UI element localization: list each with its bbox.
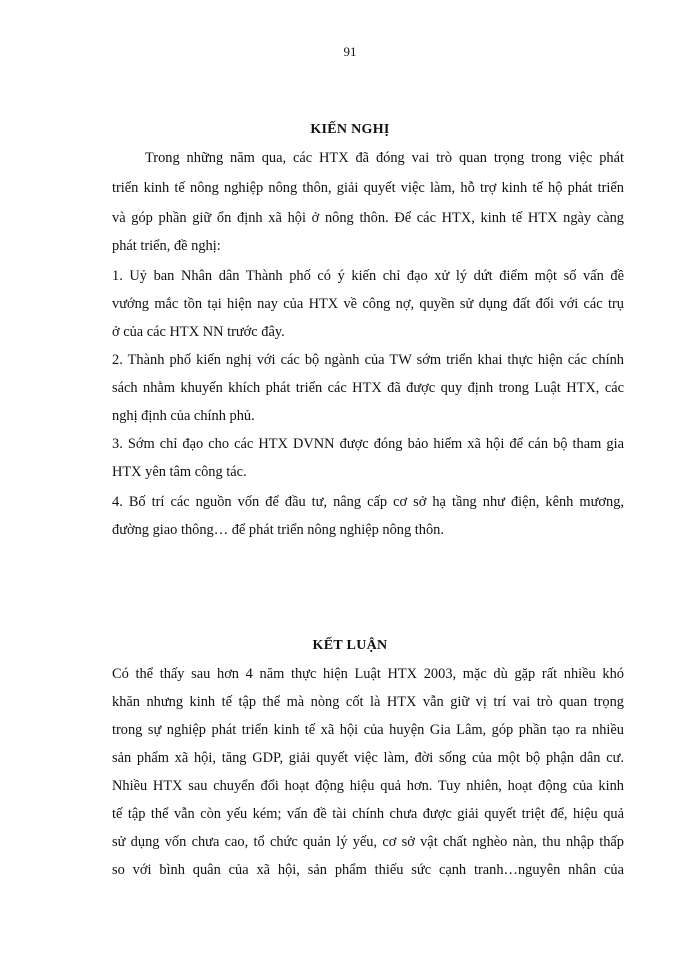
recommendations-line: sách nhằm khuyến khích phát triển các HTX đã được quy định trong Luật HTX, các: [112, 380, 624, 396]
recommendations-heading: KIẾN NGHỊ: [310, 122, 390, 137]
conclusion-line: khăn nhưng kinh tế tập thể mà nòng cốt là HTX vẫn giữ vị trí vai trò quan trọng: [112, 694, 624, 710]
conclusion-line: trong sự nghiệp phát triển kinh tế xã hội của huyện Gia Lâm, góp phần tạo ra nhiều: [112, 722, 624, 738]
conclusion-heading: KẾT LUẬN: [312, 638, 388, 653]
recommendations-line: nghị định của chính phủ.: [112, 408, 255, 424]
recommendations-line: Trong những năm qua, các HTX đã đóng vai trò quan trọng trong việc phát: [145, 150, 624, 166]
recommendations-line: 1. Uỷ ban Nhân dân Thành phố có ý kiến chỉ đạo xử lý dứt điểm một số vấn đề: [112, 268, 624, 284]
recommendations-line: vướng mắc tồn tại hiện nay của HTX về công nợ, quyền sử dụng đất đối với các trụ: [112, 296, 624, 312]
recommendations-line: 3. Sớm chỉ đạo cho các HTX DVNN được đóng bảo hiểm xã hội để cán bộ tham gia: [112, 436, 624, 452]
conclusion-line: sử dụng vốn chưa cao, tổ chức quản lý yếu, cơ sở vật chất nghèo nàn, thu nhập thấp: [112, 834, 624, 850]
page-number: 91: [343, 44, 357, 59]
recommendations-line: và góp phần giữ ổn định xã hội ở nông thôn. Để các HTX, kinh tế HTX ngày càng: [112, 210, 624, 226]
conclusion-line: sản phẩm xã hội, tăng GDP, giải quyết việc làm, đời sống của một bộ phận dân cư.: [112, 750, 624, 766]
recommendations-line: phát triển, đề nghị:: [112, 238, 221, 254]
conclusion-line: so với bình quân của xã hội, sản phẩm thiếu sức cạnh tranh…nguyên nhân của: [112, 862, 624, 878]
conclusion-line: Có thể thấy sau hơn 4 năm thực hiện Luật HTX 2003, mặc dù gặp rất nhiều khó: [112, 666, 624, 682]
recommendations-line: 2. Thành phố kiến nghị với các bộ ngành của TW sớm triển khai thực hiện các chính: [112, 352, 624, 368]
recommendations-line: đường giao thông… để phát triển nông nghiệp nông thôn.: [112, 522, 444, 538]
recommendations-line: triển kinh tế nông nghiệp nông thôn, giải quyết việc làm, hỗ trợ kinh tế hộ phát triển: [112, 180, 624, 196]
recommendations-line: ở của các HTX NN trước đây.: [112, 324, 285, 340]
recommendations-line: HTX yên tâm công tác.: [112, 464, 247, 480]
conclusion-line: Nhiều HTX sau chuyển đổi hoạt động hiệu quả hơn. Tuy nhiên, hoạt động của kinh: [112, 778, 624, 794]
conclusion-line: tế tập thể vẫn còn yếu kém; vấn đề tài chính chưa được giải quyết triệt để, hiệu quả: [112, 806, 624, 822]
recommendations-line: 4. Bố trí các nguồn vốn để đầu tư, nâng cấp cơ sở hạ tầng như điện, kênh mương,: [112, 494, 624, 510]
